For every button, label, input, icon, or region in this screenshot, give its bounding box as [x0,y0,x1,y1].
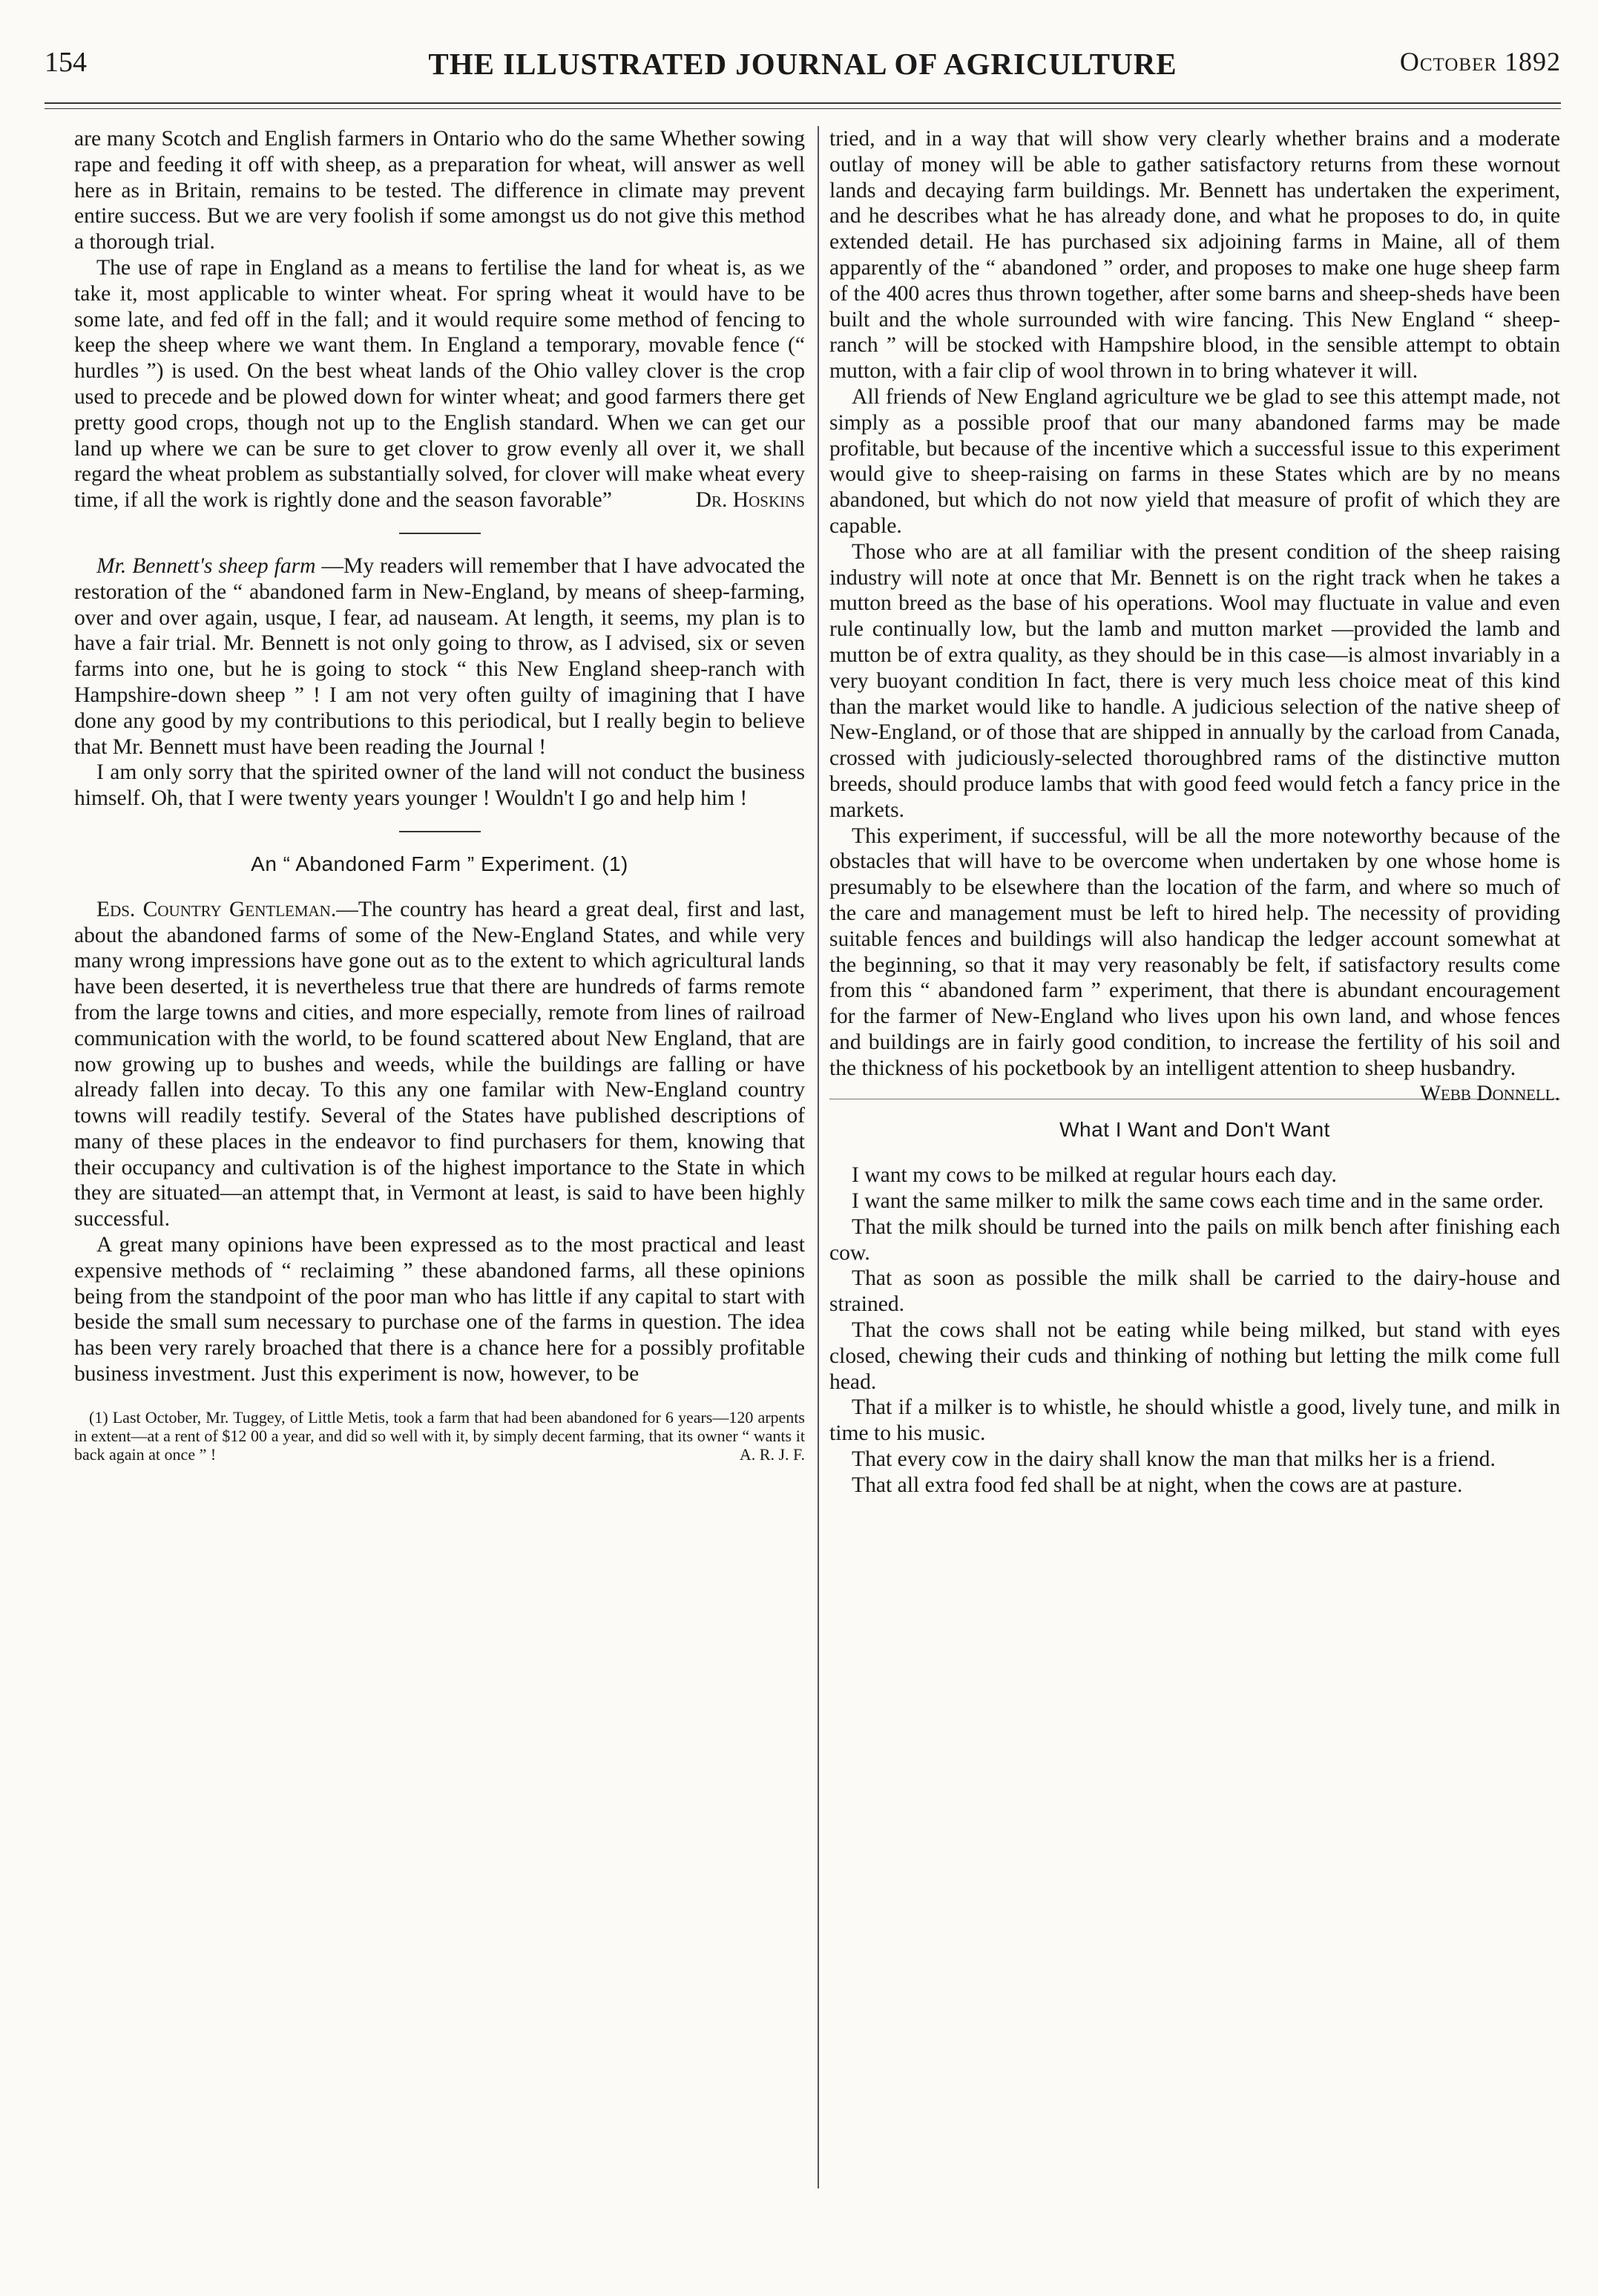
paragraph: All friends of New England agriculture we be glad to see this attempt made, not simply as a possible proof that our many abandoned farms may be made profitable, but because of the incentive which a successful issue to this experiment would give to sheep-raising on farms in these States which are by no means abandoned, but which do not now yield that measure of profit of which they are capable. [829,384,1560,538]
list-item: I want my cows to be milked at regular hours each day. [852,1163,1337,1188]
paragraph: are many Scotch and English farmers in Ontario who do the same Whether sowing rape and feeding it off with sheep, as a preparation for wheat, will answer as well here as in Britain, remains to be tested. The difference in climate may prevent entire success. But we are very foolish if some amongst us do not give this method a thorough trial. [74,127,805,254]
paragraph [74,897,805,1232]
footnote-body: (1) Last October, Mr. Tuggey, of Little Metis, took a farm that had been abandoned for 6 years—120 arpents in extent—at a rent of $12 00 a year, and did so well with it, by simply decent farming, that its owner “ wants it back again at once ” ! [74,1407,805,1464]
paragraph-text: This experiment, if successful, will be all the more noteworthy because of the obstacles that will have to be overcome when undertaken by one whose home is presumably to be elsewhere than the location of the farm, and where so much of the care and management must be left to hired help. The necessity of providing suitable fences and buildings will also handicap the ledger account somewhat at the beginning, so that it may very reasonably be felt, if satisfactory results come from this “ abandoned farm ” experiment, that there is abundant encouragement for the farmer of New-England who lives upon his own land, and whose fences and buildings are in fairly good condition, to increase the fertility of his soil and the thickness of his pocketbook by an intelligent attention to sheep husbandry. [829,823,1560,1080]
list-item: That the cows shall not be eating while being milked, but stand with eyes closed, chewing their cuds and thinking of nothing but letting the milk come full head. [829,1318,1560,1394]
list-item: That as soon as possible the milk shall be carried to the dairy-house and strained. [829,1266,1560,1317]
section-lead: Mr. Bennett's sheep farm [96,553,316,578]
article-heading: What I Want and Don't Want [1059,1118,1330,1142]
section-separator [399,831,481,832]
list-item: That all extra food fed shall be at night, when the cows are at pasture. [852,1473,1463,1497]
article-heading: An “ Abandoned Farm ” Experiment. (1) [251,852,628,875]
left-column [74,126,805,1464]
paragraph: A great many opinions have been expressed as to the most practical and least expensive methods of “ reclaiming ” these abandoned farms, all these opinions being from the standpoint of the poor man who has little if any capital to start with beside the small sum necessary to purchase one of the farms in question. The idea has been very rarely broached that there is a chance here for a possibly profitable business investment. Just this experiment is now, however, to be [74,1233,805,1387]
author-signature: Webb Donnell. [1420,1082,1560,1106]
addressee: Eds. Country Gentleman. [96,897,337,921]
paragraph [74,255,805,513]
paragraph: I am only sorry that the spirited owner of the land will not conduct the business himself. Oh, that I were twenty years younger ! Wouldn't I go and help him ! [74,760,805,811]
right-column [829,126,1560,1499]
footnote-signature: A. R. J. F. [739,1444,805,1464]
paragraph-text: —My readers will remember that I have advocated the restoration of the “ abandoned farm in New-England, by means of sheep-farming, over and over again, usque, I fear, ad nauseam. At length, it seems, my plan is to have a fair trial. Mr. Bennett is not only going to throw, as I advised, six or seven farms into one, but he is going to stock “ this New England sheep-ranch with Hampshire-down sheep ” ! I am not very often guilty of imagining that I have done any good by my contributions to this periodical, but I really begin to believe that Mr. Bennett must have been reading the Journal ! [74,553,805,759]
footnote-text [74,1408,805,1464]
paragraph [829,823,1560,1106]
paragraph [74,553,805,760]
page-number: 154 [45,47,87,78]
footnote [74,1408,805,1464]
column-divider [818,126,819,2188]
paragraph-text: The use of rape in England as a means to fertilise the land for wheat is, as we take it, most applicable to winter wheat. For spring wheat it would have to be some late, and fed off in the fall; and it would require some method of fencing to keep the sheep where we want them. In England a temporary, movable fence (“ hurdles ”) is used. On the best wheat lands of the Ohio valley clover is the crop used to precede and be plowed down for winter wheat; and good farmers there get pretty good crops, though not up to the English standard. When we can get our land up where we can be sure to get clover to grow evenly all over it, we shall regard the wheat problem as substantially solved, for clover will make wheat every time, if all the work is rightly done and the season favorable” [74,255,805,513]
list-item: That every cow in the dairy shall know the man that milks her is a friend. [852,1447,1496,1472]
paragraph-text: —The country has heard a great deal, first and last, about the abandoned farms of some of the New-England States, and while very many wrong impressions have gone out as to the extent to which agricultural lands have been deserted, it is nevertheless true that there are hundreds of farms remote from the large towns and cities, and more especially, remote from lines of railroad communication with the world, to be found scattered about New England, that are now growing up to bushes and weeds, while the buildings are falling or have already fallen into decay. To this any one familar with New-England country towns will readily testify. Several of the States have published descriptions of many of these places in the endeavor to find purchasers for them, knowing that their occupancy and cultivation is of the highest importance to the State in which they are situated—an attempt that, in Vermont at least, is said to have been highly successful. [74,897,805,1231]
paragraph: tried, and in a way that will show very clearly whether brains and a moderate outlay of money will be able to gather satisfactory returns from these wornout lands and decaying farm buildings. Mr. Bennett has undertaken the experiment, and he describes what he has already done, and what he proposes to do, in quite extended detail. He has purchased six adjoining farms in Maine, all of them apparently of the “ abandoned ” order, and proposes to make one huge sheep farm of the 400 acres thus thrown together, after some barns and sheep-sheds have been built and the whole surrounded with wire fancing. This New England “ sheep-ranch ” will be stocked with Hampshire blood, in the sensible attempt to obtain mutton, with a fair clip of wool thrown in to bring whatever it will. [829,127,1560,384]
journal-title: THE ILLUSTRATED JOURNAL OF AGRICULTURE [428,47,1177,81]
header-rule [45,102,1561,104]
paragraph: Those who are at all familiar with the present condition of the sheep raising industry will note at once that Mr. Bennett is on the right track when he takes a mutton breed as the base of his operations. Wool may fluctuate in value and even rule continually low, but the lamb and mutton market —provided the lamb and mutton be of extra quality, as they should be in this case—is almost invariably in a very buoyant condition In fact, there is very much less choice meat of this kind than the market would like to handle. A judicious selection of the native sheep of New-England, or of those that are shipped in annually by the carload from Canada, crossed with judiciously-selected thoroughbred rams of the distinctive mutton breeds, should produce lambs that with good feed would fetch a fancy price in the markets. [829,539,1560,822]
author-signature: Dr. Hoskins [695,488,805,513]
list-item: That if a milker is to whistle, he should whistle a good, lively tune, and milk in time to his music. [829,1395,1560,1446]
section-separator [399,533,481,534]
list-item: That the milk should be turned into the pails on milk bench after finishing each cow. [829,1214,1560,1265]
list-item: I want the same milker to milk the same cows each time and in the same order. [852,1189,1544,1214]
header-rule-thin [45,108,1561,109]
issue-date: October 1892 [1399,47,1561,76]
page-header [45,46,1561,91]
